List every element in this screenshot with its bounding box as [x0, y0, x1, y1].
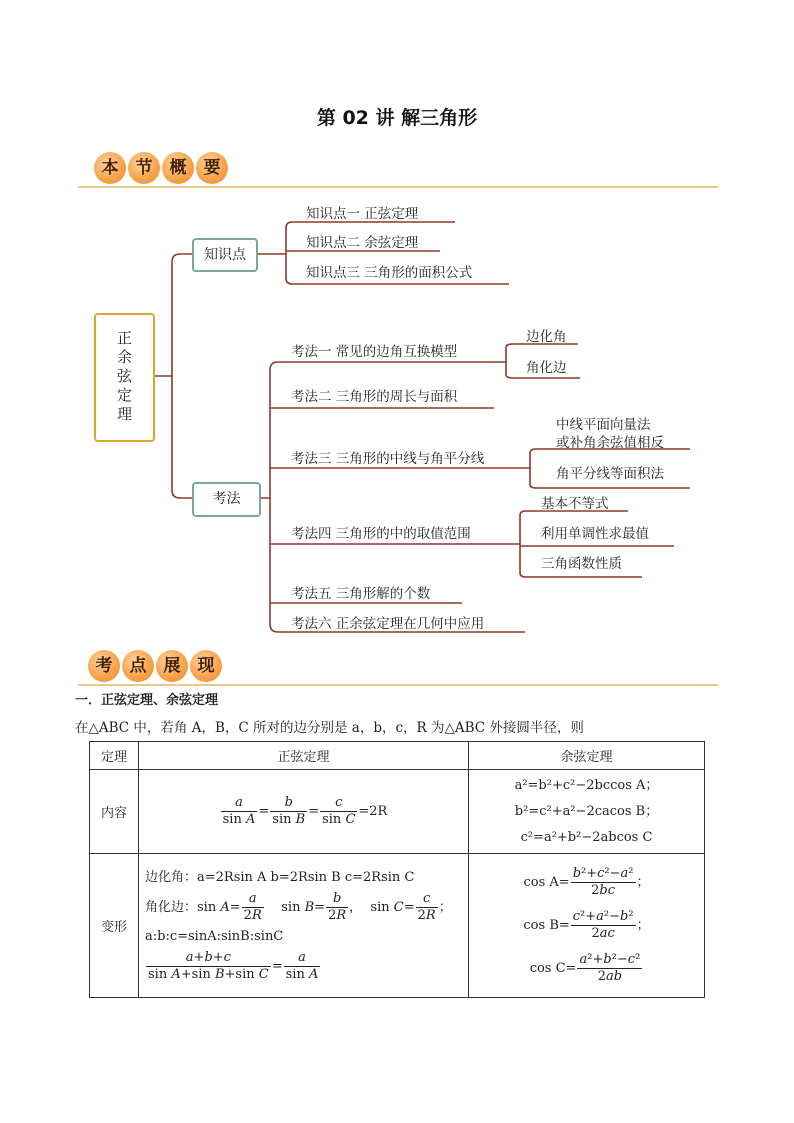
- mindmap-root: [94, 313, 155, 442]
- banner-char: 展: [156, 650, 188, 682]
- mm-method-3: 考法三 三角形的中线与角平分线: [291, 451, 485, 467]
- cosine-line: b²=c²+a²−2cacos B；: [514, 803, 659, 819]
- mm-kp-1: 知识点一 正弦定理: [306, 206, 419, 222]
- banner-char: 本: [94, 152, 126, 184]
- cosine-line: a²=b²+c²−2bccos A；: [514, 777, 659, 793]
- banner-char: 点: [122, 650, 154, 682]
- mm-kp-3: 知识点三 三角形的面积公式: [306, 265, 473, 281]
- table-header: 定理: [90, 742, 139, 770]
- section-intro: 在△ABC 中，若角 A，B，C 所对的边分别是 a，b，c，R 为△ABC 外接圆半径，则: [75, 720, 584, 736]
- mm-sub-1a: 边化角: [526, 329, 567, 345]
- table-header: 正弦定理: [139, 742, 469, 770]
- mm-method-5: 考法五 三角形解的个数: [291, 586, 431, 602]
- row-label: 内容: [90, 770, 139, 854]
- table-header: 余弦定理: [469, 742, 705, 770]
- cosine-law-variants: [469, 854, 705, 998]
- banner-char: 节: [128, 152, 160, 184]
- sine-law-tail: =2R: [358, 804, 388, 819]
- mindmap-node-methods: 考法: [192, 482, 261, 517]
- mm-sub-3b: 或补角余弦值相反: [556, 435, 664, 451]
- table-row: [90, 854, 705, 998]
- cos-prefix: cos C=: [529, 961, 577, 976]
- variant-line: [470, 952, 703, 985]
- mm-sub-1b: 角化边: [526, 360, 567, 376]
- theorem-table: [89, 741, 705, 998]
- section-banner-points: [78, 650, 718, 688]
- banner-underline: [78, 684, 718, 686]
- table-row: [90, 770, 705, 854]
- mm-sub-4b: 利用单调性求最值: [541, 526, 649, 542]
- fraction: $\frac{c}{2R}$: [417, 890, 436, 923]
- fraction: $\frac{a}{2R}$: [243, 890, 262, 923]
- cos-prefix: cos A=: [523, 875, 570, 890]
- fraction: $\frac{b}{2R}$: [328, 890, 347, 923]
- banner-char: 考: [88, 650, 120, 682]
- cosine-law-formulas: [469, 770, 705, 854]
- banner-char: 概: [162, 152, 194, 184]
- mm-sub-4a: 基本不等式: [541, 496, 609, 512]
- mm-sub-3c: 角平分线等面积法: [556, 466, 664, 482]
- fraction: $\frac{a+b+c}{\text{sin A+sin B+sin C}}$: [148, 949, 269, 982]
- fraction: $\frac{c}{\text{sin C}}$: [322, 795, 356, 827]
- mindmap-node-knowledge: 知识点: [192, 238, 258, 272]
- mm-method-2: 考法二 三角形的周长与面积: [291, 389, 458, 405]
- page-title: 第 02 讲 解三角形: [316, 107, 478, 129]
- banner-char: 要: [196, 152, 228, 184]
- sine-law-variants: [139, 854, 469, 998]
- table-header-row: [90, 742, 705, 770]
- mm-method-1: 考法一 常见的边角互换模型: [291, 344, 458, 360]
- section-heading: 一．正弦定理、余弦定理: [75, 693, 219, 708]
- variant-line: cos A= $\frac{\text{b²+c²−a²}}{2bc}$ ；: [523, 866, 650, 898]
- mm-sub-4c: 三角函数性质: [541, 556, 622, 572]
- variant-line: 边化角：a=2Rsin A b=2Rsin B c=2Rsin C: [145, 869, 415, 885]
- mm-kp-2: 知识点二 余弦定理: [306, 235, 419, 251]
- variant-line: cos B= $\frac{\text{c²+a²−b²}}{2ac}$ ；: [523, 909, 650, 941]
- fraction: $\frac{a}{\text{sin A}}$: [285, 949, 319, 982]
- fraction: $\frac{a}{\text{sin A}}$: [222, 795, 256, 827]
- variant-line: $\frac{a+b+c}{\text{sin A+sin B+sin C}}$ = $\frac{a}{\text{sin A}}$: [148, 949, 319, 982]
- variant-line: 角化边：sin A= $\frac{a}{2R}$ sin B= $\frac{b}{2R}$ ， sin C= $\frac{c}{2R}$ ；: [145, 890, 452, 923]
- mm-method-6: 考法六 正余弦定理在几何中应用: [291, 616, 485, 632]
- fraction: $\frac{\text{a²+b²−c²}}{2ab}$: [579, 952, 641, 984]
- cos-prefix: cos B=: [523, 918, 570, 933]
- banner-char: 现: [190, 650, 222, 682]
- fraction: $\frac{b}{\text{sin B}}$: [272, 795, 306, 827]
- variant-line: a:b:c=sinA:sinB:sinC: [145, 928, 284, 944]
- variant-prefix: 角化边：: [145, 899, 198, 915]
- mindmap-root-label: 正余弦定理: [115, 330, 133, 425]
- row-label: 变形: [90, 854, 139, 998]
- fraction: $\frac{\text{b²+c²−a²}}{2bc}$: [572, 866, 634, 898]
- sine-law-formula: $\frac{a}{\text{sin A}}$ = $\frac{b}{\text{sin B}}$ = $\frac{c}{\text{sin C}}$ =2R: [139, 770, 469, 854]
- mm-method-4: 考法四 三角形的中的取值范围: [291, 526, 471, 542]
- cosine-line: c²=a²+b²−2abcos C: [520, 829, 653, 845]
- fraction: $\frac{\text{c²+a²−b²}}{2ac}$: [572, 909, 634, 941]
- mm-sub-3a: 中线平面向量法: [556, 417, 651, 433]
